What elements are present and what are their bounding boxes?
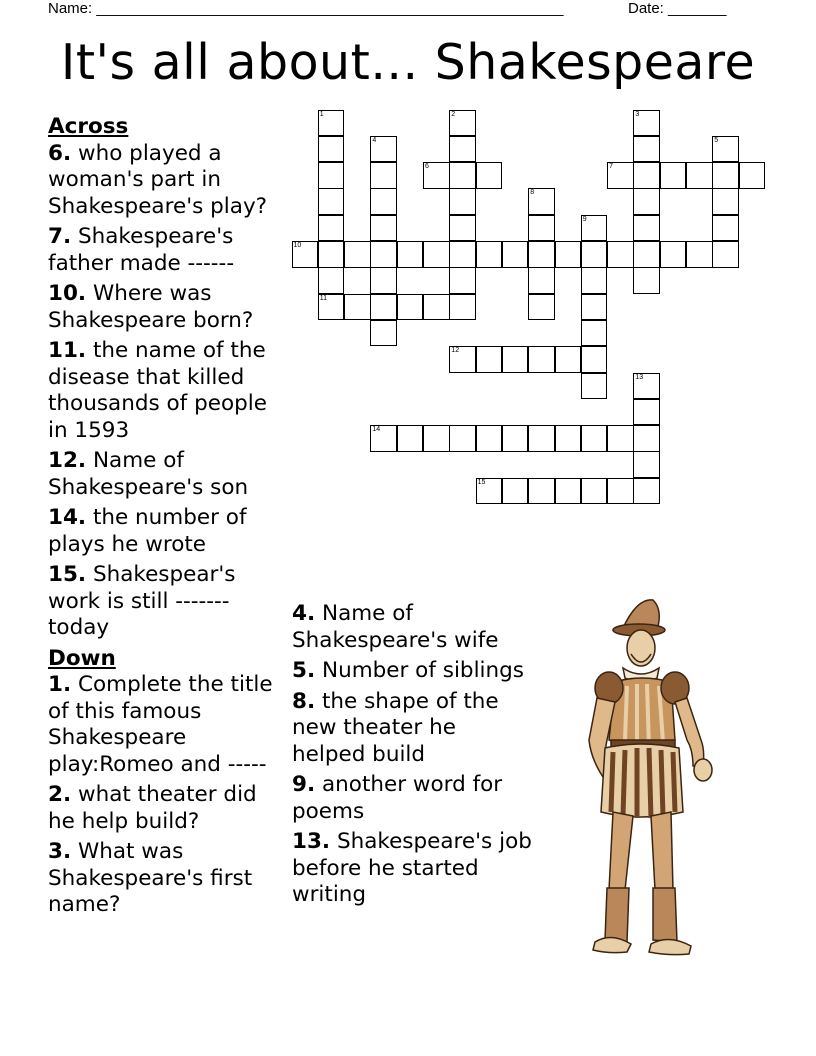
clue-down-3: 3. What was Shakespeare's first name? xyxy=(48,839,253,917)
grid-cell[interactable] xyxy=(502,241,529,268)
down-heading: Down xyxy=(48,645,116,671)
grid-cell[interactable] xyxy=(528,241,555,268)
clue-number-9: 9 xyxy=(582,215,587,223)
grid-cell[interactable] xyxy=(607,241,634,268)
grid-cell[interactable] xyxy=(344,294,371,321)
across-heading: Across xyxy=(48,114,129,139)
grid-cell[interactable] xyxy=(712,188,739,215)
clue-down-1: 1. Complete the title of this famous Shakespeare play:Romeo and ----- xyxy=(48,672,273,777)
grid-cell[interactable] xyxy=(528,294,555,321)
clue-down-13: 13. Shakespeare's job before he started writing xyxy=(292,829,532,907)
clue-number-12: 12 xyxy=(451,347,460,355)
grid-cell[interactable] xyxy=(607,425,634,452)
grid-cell[interactable] xyxy=(633,136,660,163)
grid-cell[interactable] xyxy=(555,241,582,268)
clue-number-10: 10 xyxy=(293,242,302,249)
grid-cell[interactable] xyxy=(397,425,424,452)
grid-cell[interactable] xyxy=(633,267,660,294)
clue-number-1: 1 xyxy=(319,110,324,118)
grid-cell[interactable] xyxy=(555,478,582,505)
clue-across-14: 14. the number of plays he wrote xyxy=(48,505,247,557)
clue-number-11: 11 xyxy=(319,294,328,302)
grid-cell[interactable] xyxy=(633,188,660,215)
grid-cell[interactable] xyxy=(528,346,555,373)
grid-cell[interactable] xyxy=(449,294,476,321)
grid-cell[interactable] xyxy=(476,425,503,452)
grid-cell[interactable] xyxy=(633,425,660,452)
grid-cell[interactable] xyxy=(686,241,713,268)
grid-cell[interactable] xyxy=(449,267,476,294)
clue-down-4: 4. Name of Shakespeare's wife xyxy=(292,601,499,653)
clue-column-left xyxy=(48,114,283,923)
clue-across-10: 10. Where was Shakespeare born? xyxy=(48,281,254,333)
grid-cell[interactable] xyxy=(739,162,766,189)
grid-cell[interactable] xyxy=(370,294,397,321)
grid-cell[interactable] xyxy=(712,162,739,189)
clue-number-5: 5 xyxy=(714,136,719,144)
grid-cell[interactable] xyxy=(633,215,660,242)
grid-cell[interactable] xyxy=(581,241,608,268)
grid-cell[interactable] xyxy=(607,478,634,505)
grid-cell[interactable] xyxy=(397,241,424,268)
grid-cell[interactable] xyxy=(318,241,345,268)
page-title: It's all about... Shakespeare xyxy=(60,34,756,91)
grid-cell[interactable] xyxy=(476,162,503,189)
grid-cell[interactable] xyxy=(423,425,450,452)
clue-number-3: 3 xyxy=(635,110,640,118)
clue-number-14: 14 xyxy=(372,426,381,434)
clue-number-8: 8 xyxy=(530,189,535,197)
clue-across-15: 15. Shakespear's work is still ------- today xyxy=(48,562,236,640)
grid-cell[interactable] xyxy=(318,215,345,242)
grid-cell[interactable] xyxy=(318,267,345,294)
clue-number-15: 15 xyxy=(477,478,486,486)
clue-number-2: 2 xyxy=(451,110,456,118)
grid-cell[interactable] xyxy=(318,162,345,189)
grid-cell[interactable] xyxy=(344,241,371,268)
grid-cell[interactable] xyxy=(449,241,476,268)
grid-cell[interactable] xyxy=(581,267,608,294)
clue-number-7: 7 xyxy=(609,163,613,171)
grid-cell[interactable] xyxy=(449,162,476,189)
grid-cell[interactable] xyxy=(633,162,660,189)
clue-down-8: 8. the shape of the new theater he helped build xyxy=(292,688,499,767)
name-field-label[interactable]: Name: ________________________________________________________ xyxy=(48,0,564,17)
grid-cell[interactable] xyxy=(370,267,397,294)
clue-across-7: 7. Shakespeare's father made ------ xyxy=(48,224,235,276)
grid-cell[interactable] xyxy=(712,215,739,242)
grid-cell[interactable] xyxy=(581,346,608,373)
grid-cell[interactable] xyxy=(555,346,582,373)
grid-cell[interactable] xyxy=(555,425,582,452)
grid-cell[interactable] xyxy=(528,215,555,242)
grid-cell[interactable] xyxy=(449,425,476,452)
grid-cell[interactable] xyxy=(423,241,450,268)
grid-cell[interactable] xyxy=(581,478,608,505)
date-field-label[interactable]: Date: _______ xyxy=(628,0,727,17)
grid-cell[interactable] xyxy=(370,162,397,189)
clue-down-9: 9. another word for poems xyxy=(292,772,503,824)
grid-cell[interactable] xyxy=(686,162,713,189)
grid-cell[interactable] xyxy=(633,241,660,268)
grid-cell[interactable] xyxy=(528,267,555,294)
clue-number-4: 4 xyxy=(372,136,377,144)
grid-cell[interactable] xyxy=(502,346,529,373)
grid-cell[interactable] xyxy=(712,241,739,268)
grid-cell[interactable] xyxy=(502,478,529,505)
clue-across-6: 6. who played a woman's part in Shakespeare's play? xyxy=(48,140,268,219)
clue-number-13: 13 xyxy=(635,373,644,381)
clue-across-12: 12. Name of Shakespeare's son xyxy=(48,448,249,500)
clue-number-6: 6 xyxy=(425,163,429,171)
grid-cell[interactable] xyxy=(370,215,397,242)
shakespeare-figure-icon xyxy=(575,590,725,960)
grid-cell[interactable] xyxy=(633,478,660,505)
grid-cell[interactable] xyxy=(370,241,397,268)
grid-cell[interactable] xyxy=(476,346,503,373)
grid-cell[interactable] xyxy=(397,294,424,321)
grid-cell[interactable] xyxy=(633,451,660,478)
grid-cell[interactable] xyxy=(449,136,476,163)
clue-down-5: 5. Number of siblings xyxy=(292,658,524,683)
grid-cell[interactable] xyxy=(318,136,345,163)
grid-cell[interactable] xyxy=(581,320,608,347)
grid-cell[interactable] xyxy=(528,425,555,452)
grid-cell[interactable] xyxy=(370,188,397,215)
grid-cell[interactable] xyxy=(318,188,345,215)
grid-cell[interactable] xyxy=(476,241,503,268)
clue-across-11: 11. the name of the disease that killed thousands of people in 1593 xyxy=(48,338,267,443)
grid-cell[interactable] xyxy=(423,294,450,321)
clue-down-2: 2. what theater did he help build? xyxy=(48,782,257,834)
header xyxy=(48,0,727,17)
grid-cell[interactable] xyxy=(633,399,660,426)
grid-cell[interactable] xyxy=(370,320,397,347)
grid-cell[interactable] xyxy=(581,294,608,321)
grid-cell[interactable] xyxy=(449,188,476,215)
clue-column-right xyxy=(292,601,532,913)
grid-cell[interactable] xyxy=(502,425,529,452)
grid-cell[interactable] xyxy=(528,478,555,505)
grid-cell[interactable] xyxy=(660,241,687,268)
grid-cell[interactable] xyxy=(660,162,687,189)
grid-cell[interactable] xyxy=(581,373,608,400)
grid-cell[interactable] xyxy=(449,215,476,242)
grid-cell[interactable] xyxy=(581,425,608,452)
